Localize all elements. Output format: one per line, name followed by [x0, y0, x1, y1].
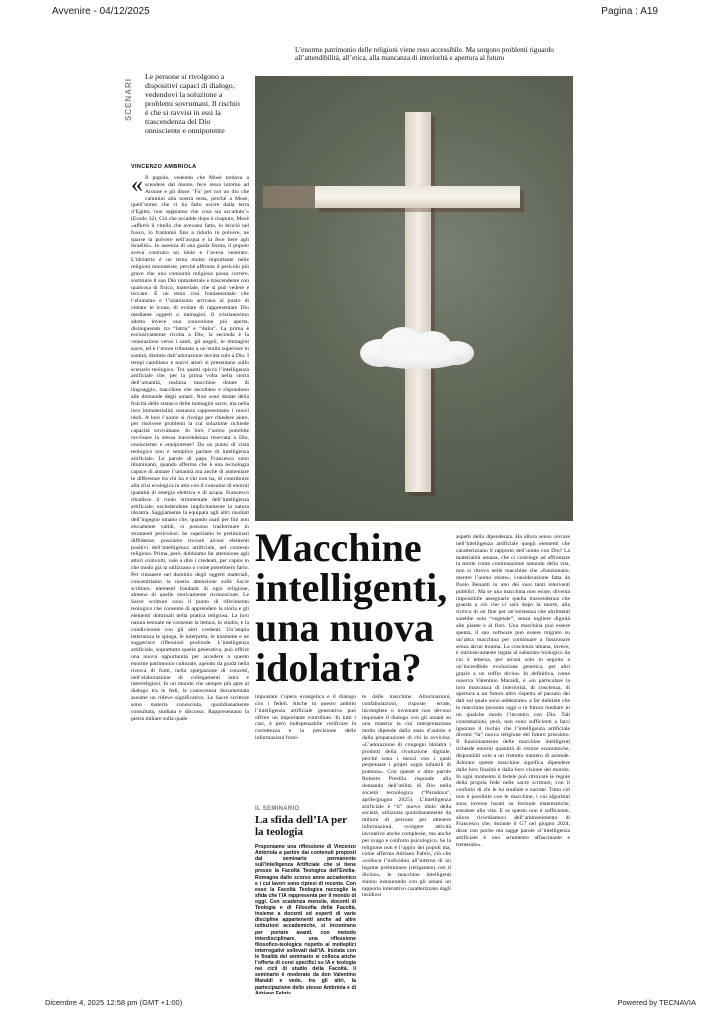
footer-powered-by: Powered by TECNAVIA [617, 998, 696, 1007]
footer [0, 994, 724, 1024]
sidebar-title: La sfida dell’IA per la teologia [255, 814, 347, 838]
cross-shadow-left [263, 186, 315, 208]
page-number: Pagina : A19 [601, 6, 658, 17]
article-column-mid-2: te dalle macchine. Allucinazioni, confabulazioni, risposte errate, incomplete o inventate non devono inquinare il dialogo con gli umani su una materia la cui interpretazione molto dipende dallo stato d’animo e dalla preparazione di chi la avvicina. «L’adorazione di congegni idolatra i prodotti della rivoluzione digitale, perché sono i mezzi con i quali perpetuare i propri sogni infantili di potenza». Con queste e altre parole Roberto Presilla risponde alla domanda dell’utilità di Dio nella società tecnologica (“Paradoxa”, aprile/giugno 2025). L’intelligenza artificiale è “il” nuovo idolo della società, utilizzata quotidianamente da milioni di persone per ottenere informazioni, svolgere attività lavorative anche complesse, ma anche per svago e conforto psicologico. Se la religione non è l’oppio dei popoli ma, come afferma Adriano Fabris, ciò che «colloca l’individuo all’interno di un legame preliminare (religamen) con il divino», le macchine intelligenti stanno instaurando con gli umani un rapporto interattivo caratterizzato dagli insidiosi [362, 694, 451, 899]
top-caption: L’enorme patrimonio delle religioni viene reso accessibile. Ma sorgono problemi riguardo all’attendibilità, all’etica, alla mancanza di interiorità e apertura al futuro [295, 46, 554, 63]
newspaper-date: Avvenire - 04/12/2025 [52, 6, 150, 17]
top-bar [0, 0, 724, 40]
section-intro: Le persone si rivolgono a dispositivi capaci di dialogo, vedendovi la soluzione a problemi sovrumani. Il rischio è che si ravvisi in essi la trascendenza del Dio onnisciente e onnipotente [145, 72, 240, 135]
article-column-right: aspetti della dipendenza. Ha allora senso cercare nell’intelligenza artificiale quegli elementi che caratterizzano il rapporto dell’uomo con Dio? La materialità umana, che ci costringe ad affrontare la morte come continuazione naturale della vita, non si ritrova nelle macchine che «funzionano, mentre l’uomo esiste», considerazione fatta da Paolo Benanti in uno dei suoi tanti interventi pubblici. Ma se una macchina non esiste, diventa impossibile assegnarle quella trascendenza che guarda a ciò che ci sarà dopo la morte, alla ricerca di un fine per un’esistenza che altrimenti sarebbe solo “vegetale”, senza togliere dignità alle piante e ai fiori. Una macchina può essere spenta, il suo software può essere migrato su un’altra macchina per continuare a funzionare senza alcun trauma. La coscienza umana, invece, è intrinsecamente legata al substrato biologico da cui è emersa, per alcuni solo in seguito a un’incredibile evoluzione genetica, per altri grazie a un soffio divino. In definitiva, come osserva Valentino Maraldi, è «in particolare la loro mancanza di interiorità, di coscienza, di apertura a un futuro altro rispetto al passato dei dati sul quale sono addestrate» a far dubitare che le macchine possano oggi o in futuro mediare in un qualche modo l’incontro con Dio. Tali constatazioni, però, non sono sufficienti a farci ignorare il rischio che l’intelligenza artificiale diventi “la” nuova religione del futuro prossimo. Il funzionamento delle macchine intelligenti richiede enormi quantità di risorse economiche, disponibili solo a un ristretto numero di aziende. Adorare queste macchine significa dipendere dalle loro finalità e dalla loro visione del mondo. In ogni momento il fedele può ritrovare le regole della propria fede nelle sacre scritture, con il conforto di chi le ha studiate e narrate. Tutto ciò non è possibile con le macchine, i cui algoritmi sono inverse basati su formule matematiche, estranee alla vita. E se questo non è sufficiente, allora ricordiamoci dell’ammonimento di Francesco che, durante il G7 nel giugno 2024, disse con poche ma sagge parole «l’intelligenza artificiale è uno strumento affascinante e tremendo». [456, 534, 570, 848]
left-column-text: Il popolo, vedendo che Mosè tardava a scendere dal monte, fece ressa intorno ad Aronne e gli disse: ‘Fa’ per noi un dio che cammini alla nostra testa, perché a Mosè, quell’uomo che ci ha fatto uscire dalla terra d’Egitto, non sappiamo che cosa sia accaduto’» (Esodo 32). Ciò che accadde dopo è risaputo, Mosè «afferrò il vitello che avevano fatto, lo bruciò nel fuoco, lo frantumò fino a ridurlo in polvere, ne sparse la polvere nell’acqua e la fece bere agli Israeliti». In assenza di una guida ferma, il popolo aveva costruito un idolo e l’aveva venerato. L’idolatria è un tema molto importante nelle religioni monoteiste, perché affronta il pericolo più grave che una comunità religiosa possa correre, sostituire il suo Dio immateriale e trascendente con qualcosa di fisico, materiale, che si può vedere e toccare. È un tema così fondamentale che l’ebraismo e l’islamismo arrivano al punto di vietare le icone, di evitare di rappresentare Dio mediante oggetti o immagini. Il cristianesimo adotta invece una concezione più aperta, distinguendo tra “latria” e “dulia”. La prima è esclusivamente rivolta a Dio, la seconda è la venerazione verso i santi, gli angeli, le immagini sacre, ed è l’onore tributato a un’entità superiore in santità, distinto dall’adorazione dovuta solo a Dio. I tempi cambiano e nuovi attori si presentano sullo scenario teologico. Tra questi spicca l’intelligenza artificiale che, per la prima volta nella storia dell’umanità, realizza macchine dotate di linguaggio, macchine che ascoltano e rispondono alle domande degli umani. Non sono dotate della fisicità delle statue e delle immagini sacre, ma nella loro immaterialità sostanza rappresentano i nuovi idoli. A loro l’uomo si rivolge per chiedere aiuto, per risolvere problemi la cui soluzione richiede capacità sovrumane. In loro l’uomo potrebbe ravvisare la stessa trascendenza riservata a Dio, onnisciente e onnipotente? Da un punto di vista teologico non è semplice parlare di intelligenza artificiale. Le parole di papa Francesco sono illuminanti, quando afferma che è una tecnologia capace di aiutare l’umanità ma anche di aumentare le differenze tra chi ha e chi non ha, di contribuire alla crisi ecologica in atto con il consumo di enormi quantità di energia elettrica e di acqua. Francesco ribadisce il ruolo strumentale dell’intelligenza artificiale, escludendone implicitamente la natura idolatra. Saggiamente la equipara agli altri risultati dell’ingegno umano che, quando usati per fini non eticamente validi, si possono trasformare in strumenti pericolosi. Se superiamo le preliminari diffidenze, possiamo trovare alcuni elementi positivi dell’intelligenza artificiale, nel contesto religioso. Prima, però, dobbiamo far attenzione agli attori coinvolti, vale a dire i credenti, per capire in che modo già la utilizzano o come potrebbero farlo. Per rimanere nel dominio degli oggetti materiali, concentriamo la nostra attenzione sulle Sacre scritture, elementi fondanti di ogni religione, almeno di quelle storicamente riconosciute. Le Sacre scritture sono il punto di riferimento teologico che consente di apprendere la storia e gli elementi dottrinali della pratica religiosa. La loro natura testuale ne consente la lettura, lo studio, e la condivisione con gli altri credenti. Un’ampia letteratura le spiega, le interpreta, le trasmette e ne suggerisce riflessioni profonde. L’intelligenza artificiale, soprattutto quella generativa, può offrire una nuova opportunità per accedere a questo enorme patrimonio culturale, agendo da guida nella ricerca di fonti, nella spiegazione di concetti, nell’elaborazione di collegamenti intra e interreligiosi. In un mondo che sempre più apre al dialogo tra le fedi, la conoscenza documentata assume un rilievo significativo. Le Sacre scritture sono materia conosciuta, quotidianamente consultata, studiata e discussa. Rappresentano la pietra miliare sulla quale [131, 175, 249, 722]
footer-timestamp: Dicembre 4, 2025 12:58 pm (GMT +1:00) [45, 998, 183, 1007]
cross-horizontal-beam [315, 186, 520, 208]
headline: Macchine intelligenti, una nuova idolatria? [255, 525, 448, 690]
section-label: SCENARI [124, 78, 133, 122]
article-column-left [131, 172, 249, 963]
cloud-icon [350, 321, 485, 376]
cross-vertical-beam [405, 112, 431, 492]
article-column-mid-1: impostare l’opera evangelica e il dialogo con i fedeli. Anche in questo ambito l’intelligenza artificiale generativa può offrire un importante contributo. In tutti i casi, è però indispensabile verificare la correttezza e la precisione delle informazioni forni- [255, 694, 356, 742]
cross-photo [255, 76, 573, 521]
sidebar-body: Proponiamo una riflessione di Vincenzo Ambriola a partire dai contenuti proposti dal seminario permanente sull’Intelligenza Artificiale che si tiene presso la Facoltà Teologica dell’Emilia-Romagna dallo scorso anno accademico e i cui lavori sono ripresi di recente. Con esso la Facoltà Teologica raccoglie la sfida che l’IA rappresenta per il mondo di oggi. Con scadenza mensile, docenti di Teologia e di Filosofia della Facoltà, insieme a docenti ed esperti di varie discipline appartenenti anche ad altre istituzioni accademiche, si incontrano per portare avanti, con metodo interdisciplinare, una riflessione filosofico-teologica rispetto ai molteplici interrogativi sollevati dall’IA. Iniziata con le finalità del seminario si colloca anche l’offerta di corsi specifici su IA e teologia nei cicli di studio della Facoltà. Il seminario è moderato da don Valentino Maraldi e vede, tra gli altri, la partecipazione dello stesso Ambriola e di [255, 844, 356, 991]
sidebar-kicker: IL SEMINARIO [255, 806, 300, 812]
byline: VINCENZO AMBRIOLA [131, 164, 197, 170]
dropcap: « [131, 172, 143, 198]
